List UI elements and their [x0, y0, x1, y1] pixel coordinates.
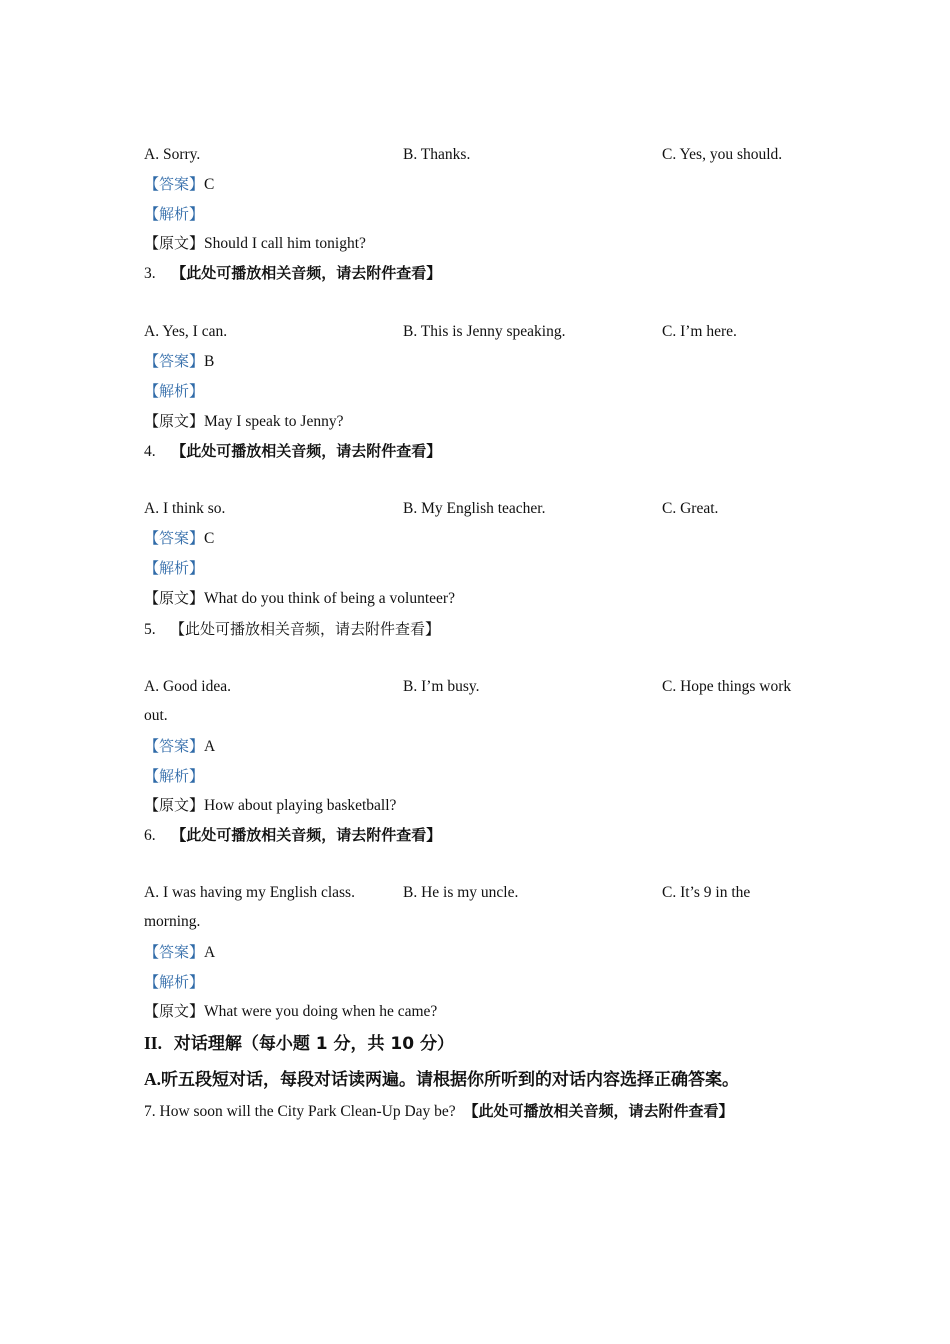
original-tag: 【原文】 — [144, 412, 205, 430]
answer-tag: 【答案】 — [144, 352, 205, 370]
analysis-tag: 【解析】 — [144, 559, 205, 577]
analysis-tag: 【解析】 — [144, 205, 205, 223]
q4-option-a: A. I think so. — [144, 500, 226, 517]
audio-note[interactable]: 【此处可播放相关音频，请去附件查看】 — [169, 620, 440, 638]
original-tag: 【原文】 — [144, 796, 205, 814]
original-text: What were you doing when he came? — [204, 1003, 438, 1020]
answer-value: A — [204, 738, 216, 755]
q3-option-c: C. I’m here. — [662, 323, 737, 340]
section-roman: II. — [144, 1033, 162, 1053]
part-a-instruction — [144, 1069, 739, 1090]
q6-option-c: C. It’s 9 in the — [662, 884, 751, 901]
q3-header — [144, 263, 441, 284]
q4-option-b: B. My English teacher. — [403, 500, 546, 517]
answer-value: B — [204, 353, 215, 370]
q6-original — [144, 1001, 437, 1022]
q2-option-c: C. Yes, you should. — [662, 146, 783, 163]
q3-answer — [144, 351, 214, 372]
q5-option-wrap: out. — [144, 707, 168, 724]
q3-analysis — [144, 381, 204, 402]
analysis-tag: 【解析】 — [144, 767, 205, 785]
answer-value: C — [204, 530, 215, 547]
q2-original — [144, 233, 366, 254]
q6-answer — [144, 942, 215, 963]
q4-original — [144, 588, 455, 609]
q3-original — [144, 411, 343, 432]
answer-tag: 【答案】 — [144, 737, 205, 755]
q2-answer — [144, 174, 214, 195]
q4-answer — [144, 528, 214, 549]
analysis-tag: 【解析】 — [144, 382, 205, 400]
q4-option-c: C. Great. — [662, 500, 719, 517]
question-number: 4. — [144, 443, 156, 460]
q4-analysis — [144, 558, 204, 579]
q5-answer — [144, 736, 215, 757]
answer-tag: 【答案】 — [144, 175, 205, 193]
answer-tag: 【答案】 — [144, 529, 205, 547]
q4-header — [144, 441, 441, 462]
section-title: 对话理解（每小题 1 分，共 10 分） — [173, 1034, 455, 1054]
question-number: 5. — [144, 621, 156, 638]
original-text: May I speak to Jenny? — [204, 413, 344, 430]
original-text: How about playing basketball? — [204, 797, 397, 814]
original-tag: 【原文】 — [144, 1002, 205, 1020]
q7-line — [144, 1101, 733, 1122]
q5-analysis — [144, 766, 204, 787]
q5-option-c: C. Hope things work — [662, 678, 792, 695]
part-label: A. — [144, 1069, 162, 1089]
original-text: Should I call him tonight? — [204, 235, 366, 252]
q6-option-wrap: morning. — [144, 913, 201, 930]
audio-note[interactable]: 【此处可播放相关音频，请去附件查看】 — [171, 826, 442, 844]
q6-option-a: A. I was having my English class. — [144, 884, 355, 901]
audio-note[interactable]: 【此处可播放相关音频，请去附件查看】 — [171, 264, 442, 282]
part-instruction: 听五段短对话，每段对话读两遍。请根据你所听到的对话内容选择正确答案。 — [161, 1070, 740, 1090]
q2-option-b: B. Thanks. — [403, 146, 471, 163]
q3-option-b: B. This is Jenny speaking. — [403, 323, 566, 340]
q6-analysis — [144, 972, 204, 993]
original-text: What do you think of being a volunteer? — [204, 590, 455, 607]
original-tag: 【原文】 — [144, 234, 205, 252]
audio-note[interactable]: 【此处可播放相关音频，请去附件查看】 — [171, 442, 442, 460]
question-number: 3. — [144, 265, 156, 282]
q5-option-a: A. Good idea. — [144, 678, 231, 695]
answer-tag: 【答案】 — [144, 943, 205, 961]
q6-option-b: B. He is my uncle. — [403, 884, 519, 901]
q2-analysis — [144, 204, 204, 225]
answer-value: A — [204, 944, 216, 961]
q7-question: 7. How soon will the City Park Clean-Up Day be? — [144, 1103, 456, 1120]
q5-original — [144, 795, 396, 816]
question-number: 6. — [144, 827, 156, 844]
q5-option-b: B. I’m busy. — [403, 678, 480, 695]
q2-option-a: A. Sorry. — [144, 146, 201, 163]
section-heading — [144, 1033, 454, 1054]
q6-header — [144, 825, 441, 846]
q3-option-a: A. Yes, I can. — [144, 323, 228, 340]
original-tag: 【原文】 — [144, 589, 205, 607]
answer-value: C — [204, 176, 215, 193]
q5-header — [144, 619, 440, 640]
analysis-tag: 【解析】 — [144, 973, 205, 991]
audio-note[interactable]: 【此处可播放相关音频，请去附件查看】 — [463, 1102, 734, 1120]
